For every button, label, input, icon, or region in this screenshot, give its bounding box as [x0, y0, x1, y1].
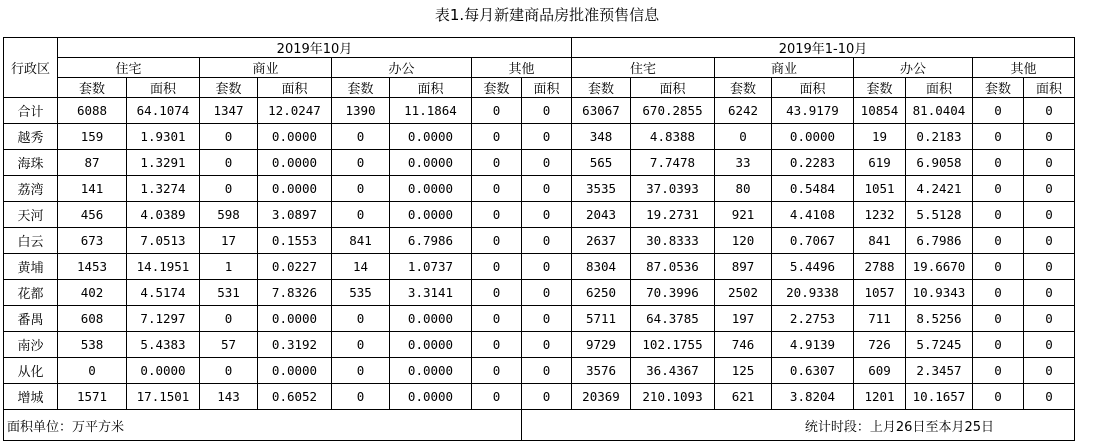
table-cell: 621 — [715, 384, 772, 410]
district-name: 白云 — [4, 228, 58, 254]
table-cell: 0.0000 — [390, 358, 472, 384]
table-cell: 5.7245 — [906, 332, 973, 358]
table-cell: 0 — [973, 202, 1024, 228]
table-cell: 0.7067 — [772, 228, 854, 254]
table-cell: 43.9179 — [772, 98, 854, 124]
table-cell: 0.5484 — [772, 176, 854, 202]
table-cell: 0 — [522, 358, 572, 384]
table-cell: 3.8204 — [772, 384, 854, 410]
district-name: 从化 — [4, 358, 58, 384]
category-header: 商业 — [200, 58, 332, 78]
table-cell: 0 — [522, 280, 572, 306]
table-cell: 10.9343 — [906, 280, 973, 306]
table-cell: 19.2731 — [631, 202, 715, 228]
table-cell: 30.8333 — [631, 228, 715, 254]
district-name: 南沙 — [4, 332, 58, 358]
table-cell: 538 — [58, 332, 127, 358]
table-cell: 0 — [1024, 150, 1075, 176]
table-row — [4, 124, 1075, 150]
table-cell: 1571 — [58, 384, 127, 410]
table-cell: 6088 — [58, 98, 127, 124]
sub-header: 套数 — [973, 78, 1024, 98]
table-cell: 0 — [1024, 332, 1075, 358]
category-header: 办公 — [332, 58, 472, 78]
table-cell: 0.6052 — [258, 384, 332, 410]
sub-header: 面积 — [127, 78, 200, 98]
table-cell: 20.9338 — [772, 280, 854, 306]
table-cell: 0 — [522, 176, 572, 202]
table-cell: 57 — [200, 332, 258, 358]
table-cell: 1201 — [854, 384, 906, 410]
table-cell: 141 — [58, 176, 127, 202]
table-cell: 19.6670 — [906, 254, 973, 280]
table-cell: 7.7478 — [631, 150, 715, 176]
sub-header: 面积 — [772, 78, 854, 98]
period-header: 2019年1-10月 — [572, 38, 1075, 58]
table-cell: 3.0897 — [258, 202, 332, 228]
table-cell: 6.7986 — [906, 228, 973, 254]
table-cell: 3.3141 — [390, 280, 472, 306]
table-cell: 0.3192 — [258, 332, 332, 358]
table-cell: 0 — [1024, 98, 1075, 124]
table-cell: 70.3996 — [631, 280, 715, 306]
table-cell: 673 — [58, 228, 127, 254]
table-row — [4, 332, 1075, 358]
table-cell: 0 — [522, 384, 572, 410]
table-cell: 1051 — [854, 176, 906, 202]
period-header: 2019年10月 — [58, 38, 572, 58]
table-cell: 0.0000 — [258, 124, 332, 150]
table-cell: 0 — [472, 202, 522, 228]
table-cell: 921 — [715, 202, 772, 228]
table-cell: 5.4496 — [772, 254, 854, 280]
table-cell: 37.0393 — [631, 176, 715, 202]
table-cell: 0.0000 — [258, 306, 332, 332]
table-cell: 0 — [715, 124, 772, 150]
table-cell: 7.1297 — [127, 306, 200, 332]
table-cell: 670.2855 — [631, 98, 715, 124]
table-cell: 0.2183 — [906, 124, 973, 150]
table-row — [4, 228, 1075, 254]
table-cell: 2043 — [572, 202, 631, 228]
table-cell: 2502 — [715, 280, 772, 306]
table-cell: 0 — [973, 176, 1024, 202]
table-cell: 0 — [522, 228, 572, 254]
table-cell: 0 — [58, 358, 127, 384]
table-cell: 10854 — [854, 98, 906, 124]
table-cell: 0.0000 — [390, 176, 472, 202]
table-cell: 0 — [973, 280, 1024, 306]
table-cell: 159 — [58, 124, 127, 150]
table-cell: 0.0000 — [390, 306, 472, 332]
table-cell: 0.0000 — [390, 150, 472, 176]
sub-header: 套数 — [854, 78, 906, 98]
district-name: 番禺 — [4, 306, 58, 332]
table-cell: 0 — [472, 176, 522, 202]
table-cell: 1232 — [854, 202, 906, 228]
table-cell: 0 — [332, 202, 390, 228]
table-cell: 0 — [522, 150, 572, 176]
table-cell: 0 — [973, 384, 1024, 410]
table-cell: 0 — [332, 384, 390, 410]
table-cell: 7.0513 — [127, 228, 200, 254]
table-row — [4, 176, 1075, 202]
table-cell: 6.9058 — [906, 150, 973, 176]
table-cell: 17 — [200, 228, 258, 254]
sub-header: 面积 — [906, 78, 973, 98]
table-row — [4, 98, 1075, 124]
table-cell: 0 — [973, 150, 1024, 176]
table-cell: 4.9139 — [772, 332, 854, 358]
table-cell: 2637 — [572, 228, 631, 254]
sub-header: 套数 — [332, 78, 390, 98]
table-row — [4, 358, 1075, 384]
table-cell: 0 — [1024, 254, 1075, 280]
table-cell: 0.6307 — [772, 358, 854, 384]
table-cell: 19 — [854, 124, 906, 150]
table-cell: 4.0389 — [127, 202, 200, 228]
table-cell: 5711 — [572, 306, 631, 332]
table-cell: 0 — [332, 358, 390, 384]
table-cell: 726 — [854, 332, 906, 358]
table-cell: 1453 — [58, 254, 127, 280]
table-cell: 348 — [572, 124, 631, 150]
table-cell: 6242 — [715, 98, 772, 124]
district-name: 增城 — [4, 384, 58, 410]
table-cell: 4.5174 — [127, 280, 200, 306]
table-cell: 20369 — [572, 384, 631, 410]
category-header: 其他 — [472, 58, 572, 78]
table-row — [4, 306, 1075, 332]
presale-table — [3, 37, 1075, 441]
table-cell: 6250 — [572, 280, 631, 306]
table-cell: 0 — [472, 358, 522, 384]
table-cell: 197 — [715, 306, 772, 332]
table-cell: 0.0000 — [258, 150, 332, 176]
sub-header: 套数 — [58, 78, 127, 98]
table-cell: 0 — [522, 98, 572, 124]
sub-header: 面积 — [522, 78, 572, 98]
table-cell: 0 — [332, 332, 390, 358]
table-cell: 0 — [522, 124, 572, 150]
table-cell: 10.1657 — [906, 384, 973, 410]
table-cell: 2788 — [854, 254, 906, 280]
table-cell: 0 — [1024, 306, 1075, 332]
table-cell: 102.1755 — [631, 332, 715, 358]
district-name: 越秀 — [4, 124, 58, 150]
table-cell: 1 — [200, 254, 258, 280]
table-cell: 0 — [472, 228, 522, 254]
table-cell: 0.0000 — [390, 384, 472, 410]
table-cell: 0 — [522, 306, 572, 332]
table-cell: 120 — [715, 228, 772, 254]
table-cell: 6.7986 — [390, 228, 472, 254]
table-cell: 1.3274 — [127, 176, 200, 202]
table-row — [4, 150, 1075, 176]
table-cell: 0 — [472, 306, 522, 332]
district-name: 天河 — [4, 202, 58, 228]
table-cell: 17.1501 — [127, 384, 200, 410]
table-cell: 0.1553 — [258, 228, 332, 254]
table-cell: 7.8326 — [258, 280, 332, 306]
sub-header: 面积 — [1024, 78, 1075, 98]
district-name: 花都 — [4, 280, 58, 306]
district-name: 海珠 — [4, 150, 58, 176]
table-cell: 87.0536 — [631, 254, 715, 280]
table-cell: 1.0737 — [390, 254, 472, 280]
table-cell: 1390 — [332, 98, 390, 124]
table-cell: 0 — [332, 176, 390, 202]
table-cell: 0 — [1024, 384, 1075, 410]
footer-row — [4, 410, 1075, 441]
table-cell: 9729 — [572, 332, 631, 358]
table-cell: 11.1864 — [390, 98, 472, 124]
statistics-period-note: 统计时段：上月26日至本月25日 — [522, 410, 1075, 441]
table-cell: 3576 — [572, 358, 631, 384]
table-cell: 0.0000 — [127, 358, 200, 384]
table-cell: 531 — [200, 280, 258, 306]
table-cell: 1.3291 — [127, 150, 200, 176]
table-cell: 0 — [973, 306, 1024, 332]
table-cell: 841 — [332, 228, 390, 254]
table-cell: 0 — [973, 124, 1024, 150]
sub-header: 面积 — [258, 78, 332, 98]
table-cell: 0 — [472, 280, 522, 306]
table-cell: 0.0000 — [772, 124, 854, 150]
table-cell: 0 — [973, 228, 1024, 254]
table-cell: 598 — [200, 202, 258, 228]
table-cell: 33 — [715, 150, 772, 176]
district-header: 行政区 — [4, 38, 58, 98]
table-cell: 0.0000 — [258, 358, 332, 384]
table-cell: 0 — [472, 332, 522, 358]
table-cell: 0 — [522, 254, 572, 280]
sub-header: 面积 — [631, 78, 715, 98]
table-cell: 2.2753 — [772, 306, 854, 332]
table-cell: 210.1093 — [631, 384, 715, 410]
sub-header: 套数 — [472, 78, 522, 98]
table-cell: 64.3785 — [631, 306, 715, 332]
table-cell: 746 — [715, 332, 772, 358]
district-name: 荔湾 — [4, 176, 58, 202]
sub-header: 套数 — [715, 78, 772, 98]
table-cell: 456 — [58, 202, 127, 228]
table-cell: 0 — [472, 150, 522, 176]
table-cell: 0 — [973, 98, 1024, 124]
table-row — [4, 202, 1075, 228]
table-cell: 0 — [522, 332, 572, 358]
table-cell: 1057 — [854, 280, 906, 306]
table-cell: 0 — [200, 176, 258, 202]
table-cell: 0 — [472, 124, 522, 150]
table-cell: 1.9301 — [127, 124, 200, 150]
table-cell: 0 — [332, 306, 390, 332]
table-cell: 2.3457 — [906, 358, 973, 384]
table-cell: 125 — [715, 358, 772, 384]
table-cell: 0 — [522, 202, 572, 228]
table-cell: 64.1074 — [127, 98, 200, 124]
sub-header: 面积 — [390, 78, 472, 98]
table-cell: 0 — [200, 358, 258, 384]
table-cell: 87 — [58, 150, 127, 176]
table-cell: 8.5256 — [906, 306, 973, 332]
table-cell: 0 — [1024, 202, 1075, 228]
table-cell: 0 — [973, 254, 1024, 280]
table-title: 表1.每月新建商品房批准预售信息 — [434, 6, 660, 24]
table-cell: 3535 — [572, 176, 631, 202]
table-cell: 0.0000 — [390, 202, 472, 228]
category-header: 住宅 — [58, 58, 200, 78]
table-cell: 0 — [200, 150, 258, 176]
table-row — [4, 384, 1075, 410]
table-cell: 565 — [572, 150, 631, 176]
table-row — [4, 254, 1075, 280]
table-cell: 14.1951 — [127, 254, 200, 280]
table-cell: 0 — [472, 384, 522, 410]
table-cell: 0 — [1024, 228, 1075, 254]
table-cell: 63067 — [572, 98, 631, 124]
table-cell: 0.0227 — [258, 254, 332, 280]
table-cell: 0 — [200, 306, 258, 332]
table-cell: 0 — [973, 332, 1024, 358]
sub-header: 套数 — [572, 78, 631, 98]
table-cell: 5.5128 — [906, 202, 973, 228]
table-cell: 0 — [1024, 124, 1075, 150]
table-cell: 4.8388 — [631, 124, 715, 150]
table-cell: 0 — [332, 150, 390, 176]
table-cell: 14 — [332, 254, 390, 280]
table-cell: 609 — [854, 358, 906, 384]
table-cell: 0.0000 — [390, 124, 472, 150]
table-cell: 619 — [854, 150, 906, 176]
district-name: 合计 — [4, 98, 58, 124]
table-cell: 0.0000 — [258, 176, 332, 202]
table-cell: 0 — [1024, 280, 1075, 306]
table-cell: 5.4383 — [127, 332, 200, 358]
table-cell: 608 — [58, 306, 127, 332]
area-unit-note: 面积单位：万平方米 — [4, 410, 522, 441]
category-header-row — [4, 58, 1075, 78]
table-cell: 0 — [1024, 358, 1075, 384]
table-cell: 81.0404 — [906, 98, 973, 124]
table-cell: 0.0000 — [390, 332, 472, 358]
table-cell: 4.4108 — [772, 202, 854, 228]
period-header-row — [4, 38, 1075, 58]
table-cell: 4.2421 — [906, 176, 973, 202]
table-cell: 402 — [58, 280, 127, 306]
table-cell: 36.4367 — [631, 358, 715, 384]
table-cell: 12.0247 — [258, 98, 332, 124]
table-cell: 0 — [973, 358, 1024, 384]
table-cell: 80 — [715, 176, 772, 202]
category-header: 办公 — [854, 58, 973, 78]
table-cell: 1347 — [200, 98, 258, 124]
table-cell: 711 — [854, 306, 906, 332]
table-cell: 897 — [715, 254, 772, 280]
table-cell: 143 — [200, 384, 258, 410]
table-cell: 0.2283 — [772, 150, 854, 176]
category-header: 商业 — [715, 58, 854, 78]
table-cell: 8304 — [572, 254, 631, 280]
table-cell: 0 — [1024, 176, 1075, 202]
table-cell: 0 — [472, 98, 522, 124]
category-header: 其他 — [973, 58, 1075, 78]
sub-header-row — [4, 78, 1075, 98]
table-cell: 0 — [200, 124, 258, 150]
category-header: 住宅 — [572, 58, 715, 78]
district-name: 黄埔 — [4, 254, 58, 280]
sub-header: 套数 — [200, 78, 258, 98]
table-cell: 535 — [332, 280, 390, 306]
table-cell: 0 — [332, 124, 390, 150]
table-cell: 0 — [472, 254, 522, 280]
table-cell: 841 — [854, 228, 906, 254]
table-row — [4, 280, 1075, 306]
